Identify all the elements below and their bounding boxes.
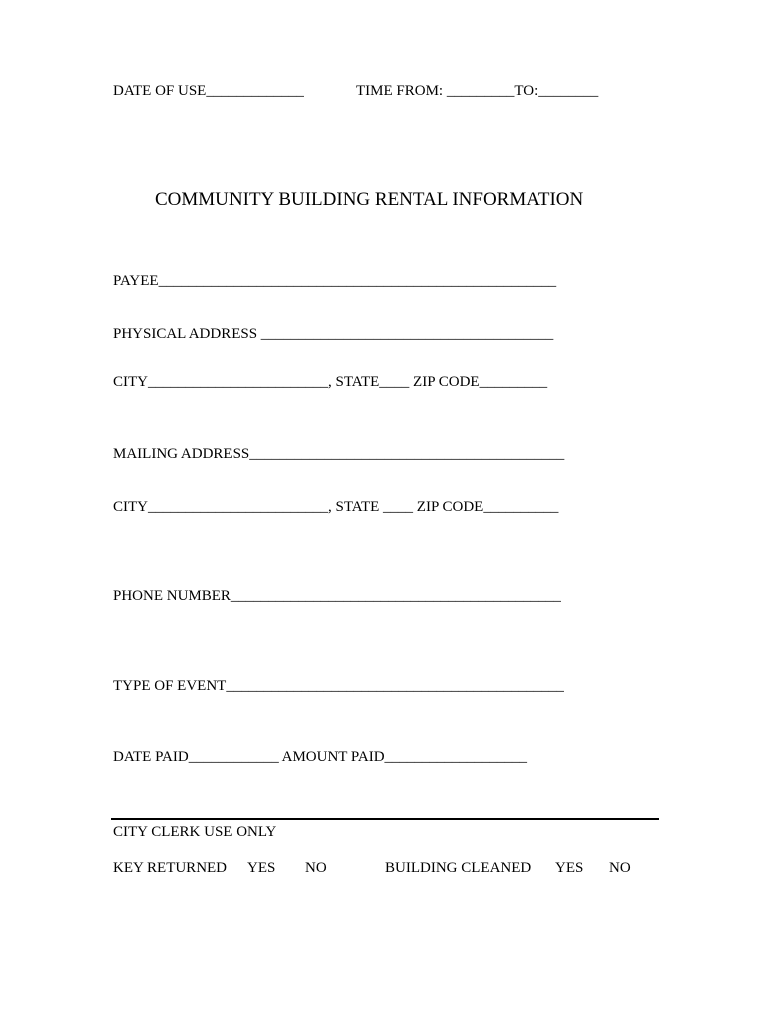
phone-number-field: PHONE NUMBER____________________________________________ — [113, 588, 561, 604]
date-of-use-field: DATE OF USE_____________ — [113, 83, 304, 99]
key-returned-label: KEY RETURNED — [113, 860, 228, 876]
building-cleaned-yes-option: YES — [555, 860, 584, 876]
payee-field: PAYEE_____________________________________________________ — [113, 273, 557, 289]
key-returned-no-option: NO — [305, 860, 327, 876]
building-cleaned-label: BUILDING CLEANED — [385, 860, 532, 876]
building-cleaned-no-option: NO — [609, 860, 631, 876]
type-of-event-field: TYPE OF EVENT_____________________________________________ — [113, 678, 564, 694]
payment-field: DATE PAID____________ AMOUNT PAID___________________ — [113, 749, 528, 765]
page-title: COMMUNITY BUILDING RENTAL INFORMATION — [155, 189, 584, 210]
section-divider — [111, 818, 659, 820]
mailing-city-state-zip-field: CITY________________________, STATE ____ ZIP CODE__________ — [113, 499, 559, 515]
mailing-address-field: MAILING ADDRESS__________________________________________ — [113, 446, 565, 462]
time-range-field: TIME FROM: _________TO:________ — [356, 83, 599, 99]
physical-address-field: PHYSICAL ADDRESS _______________________________________ — [113, 326, 554, 342]
key-returned-yes-option: YES — [247, 860, 276, 876]
clerk-section-heading: CITY CLERK USE ONLY — [113, 824, 277, 840]
physical-city-state-zip-field: CITY________________________, STATE____ ZIP CODE_________ — [113, 374, 548, 390]
